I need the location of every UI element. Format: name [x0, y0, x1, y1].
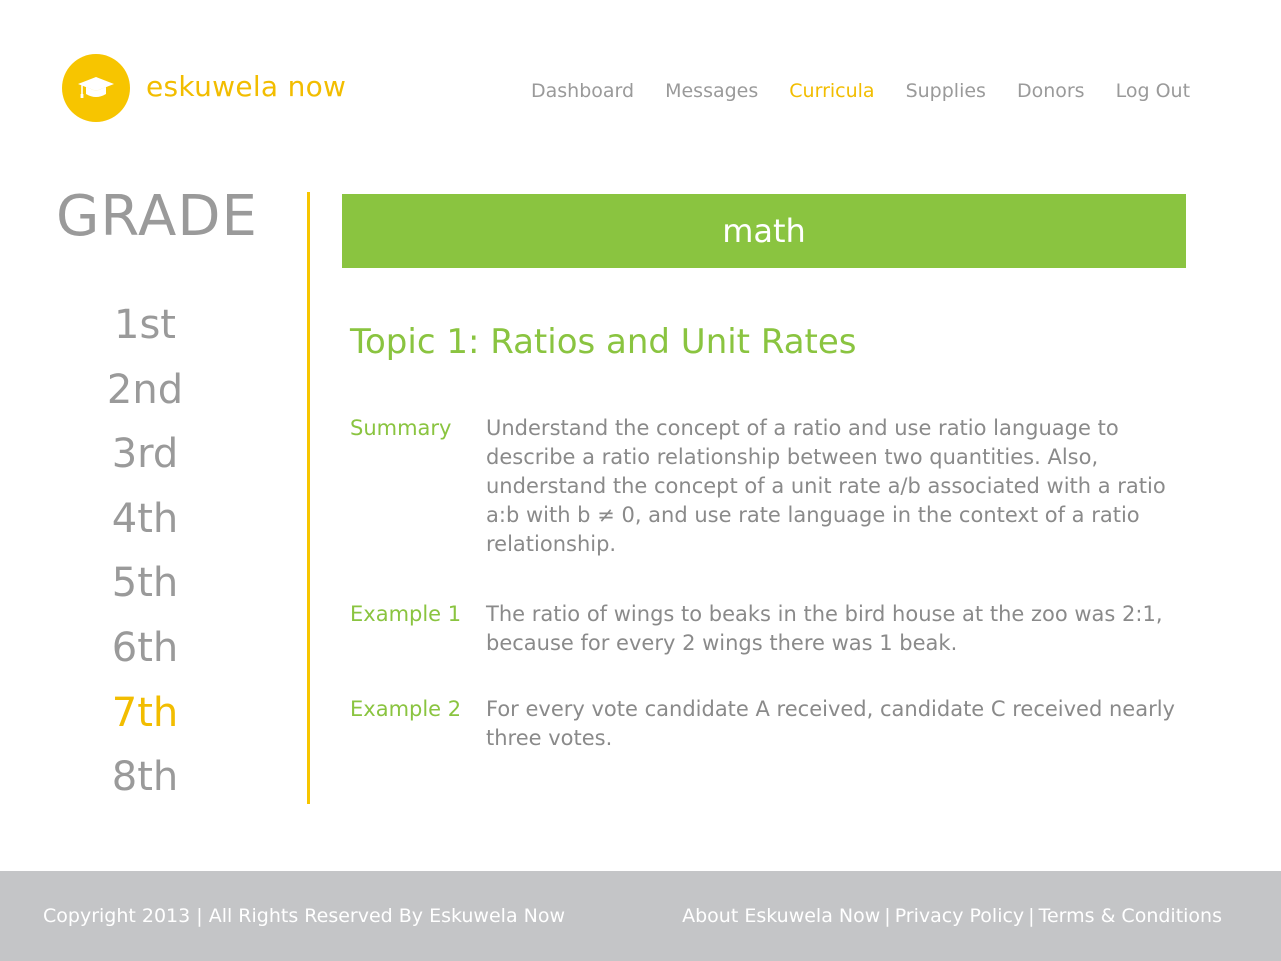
grade-list	[60, 300, 230, 817]
grade-item-4th[interactable]: 4th	[111, 495, 179, 542]
example-2-text: For every vote candidate A received, candidate C received nearly three votes.	[486, 697, 1175, 750]
subject-banner	[342, 194, 1186, 268]
main-nav	[531, 80, 1190, 102]
grade-heading: GRADE	[56, 184, 258, 249]
nav-donors[interactable]: Donors	[1016, 80, 1085, 102]
footer-links	[682, 905, 1222, 927]
grade-item-3rd[interactable]: 3rd	[111, 431, 179, 478]
copyright-text: Copyright 2013 | All Rights Reserved By Eskuwela Now	[43, 905, 565, 927]
example-1-label: Example 1	[350, 602, 462, 626]
nav-messages[interactable]: Messages	[665, 80, 759, 102]
nav-log-out[interactable]: Log Out	[1115, 80, 1191, 102]
topic-title: Topic 1: Ratios and Unit Rates	[350, 322, 857, 362]
nav-supplies[interactable]: Supplies	[905, 80, 986, 102]
footer-separator: |	[1028, 905, 1035, 927]
example-1-text: The ratio of wings to beaks in the bird house at the zoo was 2:1, because for every 2 wings there was 1 beak.	[486, 602, 1163, 655]
grade-item-6th[interactable]: 6th	[111, 624, 179, 671]
footer-separator: |	[884, 905, 891, 927]
logo-text: eskuwela now	[146, 69, 347, 103]
example-2-section	[350, 695, 1176, 753]
footer	[0, 871, 1281, 961]
logo-badge	[62, 54, 130, 122]
grade-item-2nd[interactable]: 2nd	[106, 366, 184, 413]
subject-title: math	[722, 212, 806, 250]
summary-text: Understand the concept of a ratio and use ratio language to describe a ratio relationship between two quantities. Also, understand the concept of a unit rate a/b associated with a ratio a:b with b ≠ 0, and use rate language in the context of a ratio relationship.	[486, 416, 1166, 556]
grade-item-1st[interactable]: 1st	[114, 302, 176, 348]
sidebar-divider	[307, 192, 310, 804]
nav-dashboard[interactable]: Dashboard	[531, 80, 635, 102]
example-2-label: Example 2	[350, 697, 462, 721]
summary-section	[350, 414, 1176, 559]
graduation-cap-icon	[76, 73, 116, 103]
grade-item-7th[interactable]: 7th	[111, 689, 179, 736]
summary-label: Summary	[350, 416, 452, 440]
grade-item-8th[interactable]: 8th	[111, 754, 179, 801]
nav-curricula[interactable]: Curricula	[789, 80, 875, 102]
logo[interactable]	[62, 54, 346, 122]
grade-item-5th[interactable]: 5th	[111, 560, 179, 607]
footer-link-about[interactable]: About Eskuwela Now	[682, 905, 881, 927]
example-1-section	[350, 600, 1176, 658]
footer-link-privacy[interactable]: Privacy Policy	[894, 905, 1025, 927]
footer-link-terms[interactable]: Terms & Conditions	[1038, 905, 1222, 927]
